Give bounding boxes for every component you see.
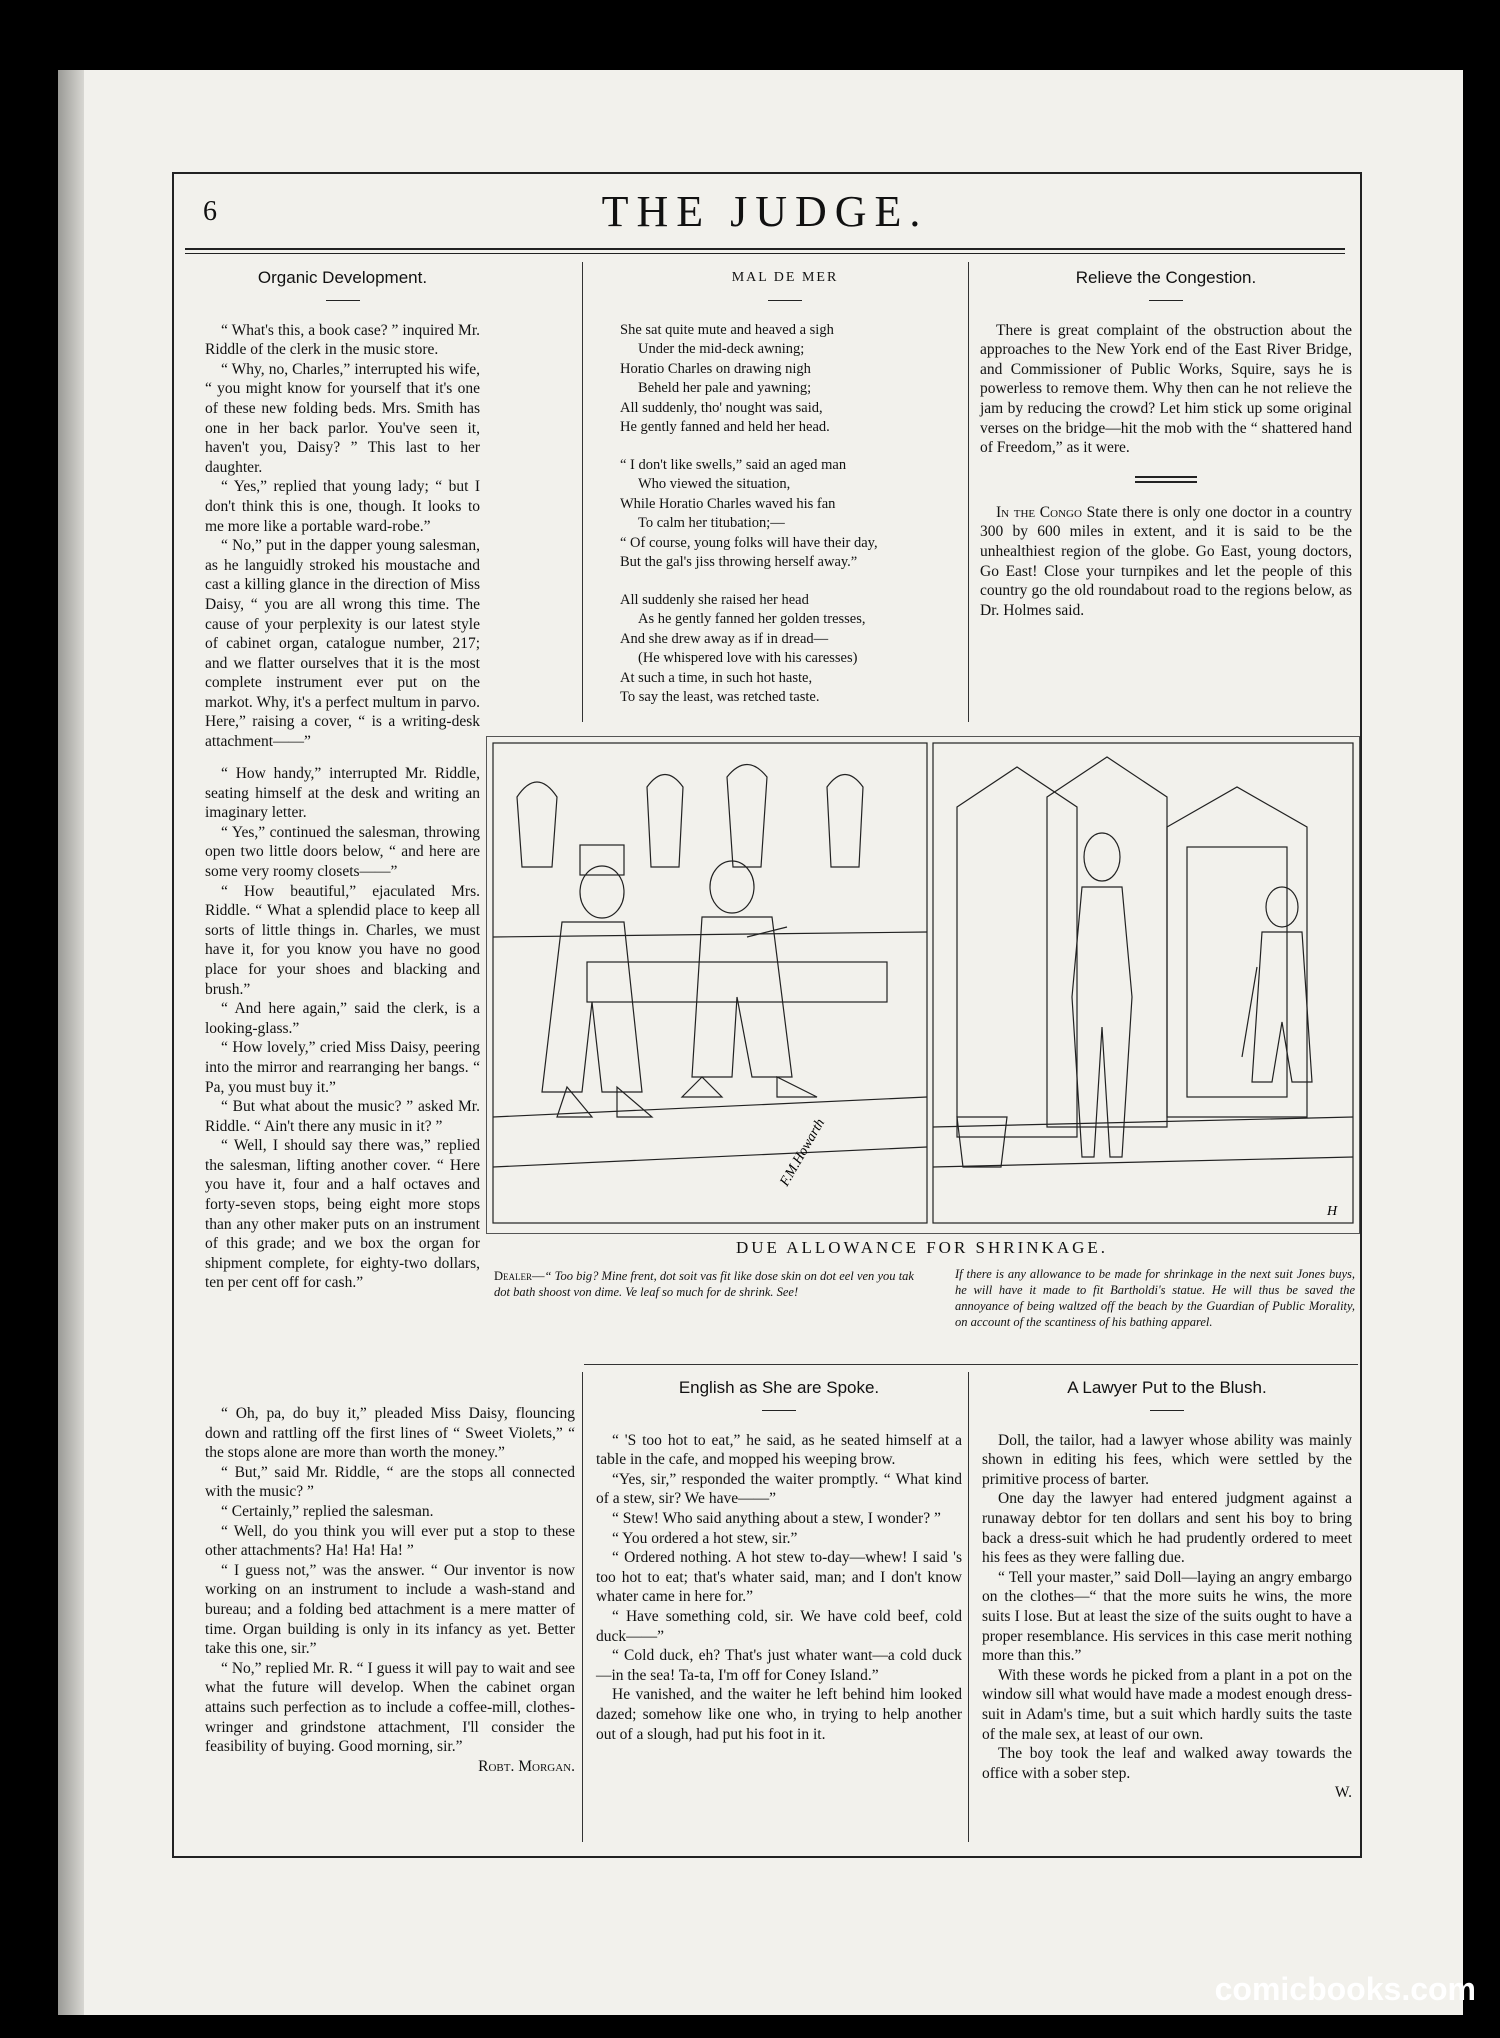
heading-dash	[768, 300, 802, 301]
poem-line: “ Of course, young folks will have their day,	[620, 534, 878, 551]
bather-body	[1072, 887, 1132, 1157]
paragraph: “ No,” replied Mr. R. “ I guess it will pay to wait and see what the future will develop. When the cabinet organ attains such perfection as to include a coffee-mill, clothes-wringer and grindstone attachment, I'll consider the feasibility of buying. Good morning, sir.”	[205, 1659, 575, 1756]
cartoon-title: DUE ALLOWANCE FOR SHRINKAGE.	[735, 1238, 1109, 1257]
heading-dash	[326, 300, 360, 301]
section-rule	[584, 1364, 1358, 1365]
poem-line: All suddenly, tho' nought was said,	[620, 399, 823, 416]
poem-line: All suddenly she raised her head	[620, 591, 809, 608]
paragraph: “ Well, do you think you will ever put a stop to these other attachments? Ha! Ha! Ha! ”	[205, 1522, 575, 1560]
paragraph: With these words he picked from a plant in a pot on the window sill what would have made a modest enough dress-suit in Adam's time, but a suit which hardly suits the taste of the male sex, at least of our own.	[982, 1666, 1352, 1743]
article-organic-development	[205, 262, 480, 752]
heading-dash	[1149, 300, 1183, 301]
cartoon-illustration	[487, 737, 1359, 1233]
paragraph: “ Have something cold, sir. We have cold beef, cold duck——”	[596, 1607, 962, 1645]
paragraph: “ Well, I should say there was,” replied the salesman, lifting another cover. “ Here you have it, four and a half octaves and forty-seven stops, being eight more stops than any other maker puts on an instrument of this grade; and we box the organ for shipment complete, for eighty-two dollars, ten per cent off for cash.”	[205, 1137, 480, 1292]
paragraph: “ Oh, pa, do buy it,” pleaded Miss Daisy, flouncing down and rattling off the first lines of “ Sweet Violets,” “ the stops alone are more than worth the money.”	[205, 1405, 575, 1462]
poem-heading: MAL DE MER	[731, 270, 839, 285]
dealer-head	[710, 861, 754, 913]
caption-speaker: Dealer—	[494, 1269, 545, 1283]
column-rule-1	[582, 262, 583, 722]
paragraph: “ No,” put in the dapper young salesman, as he languidly stroked his moustache and cast a killing glance in the direction of Miss Daisy, “ you are all wrong this time. The cause of your perplexity is our latest style of cabinet organ, catalogue number, 217; and we flatter ourselves that it is the most complete instrument ever put on the markot. Why, it's a perfect multum in parvo. Here,” raising a cover, “ is a writing-desk attachment——”	[205, 537, 480, 751]
paragraph: “ Cold duck, eh? That's just whater want—a cold duck—in the sea! Ta-ta, I'm off for Coney Island.”	[596, 1647, 962, 1684]
bathhouse-2	[1047, 757, 1167, 1127]
paragraph-body: State there is only one doctor in a country 300 by 600 miles in extent, and it is said to be the unhealthiest region of the globe. Go East, young doctors, Go East! Close your turnpikes and let the people of this country go the old roundabout road to the regions below, as Dr. Holmes said.	[980, 503, 1352, 619]
paragraph: “ You ordered a hot stew, sir.”	[612, 1529, 798, 1547]
paragraph: “ 'S too hot to eat,” he said, as he seated himself at a table in the cafe, and mopped his weeping brow.	[596, 1431, 962, 1469]
paragraph: “ How handy,” interrupted Mr. Riddle, seating himself at the desk and writing an imaginary letter.	[205, 765, 480, 822]
page-gutter-shadow	[58, 70, 84, 2015]
page-number: 6	[203, 196, 217, 227]
section-ornament	[1135, 476, 1197, 483]
article-lawyer-put-to-the-blush	[982, 1372, 1352, 1803]
poem-line: As he gently fanned her golden tresses,	[638, 611, 866, 628]
policeman-body	[1252, 932, 1312, 1082]
poem-line: At such a time, in such hot haste,	[620, 669, 813, 686]
poem-line: And she drew away as if in dread—	[620, 630, 829, 647]
artist-signature-right: H	[1327, 1204, 1338, 1219]
heading-dash	[1150, 1410, 1184, 1411]
heading-dash	[762, 1410, 796, 1411]
hanging-coat	[517, 782, 557, 867]
poem-line: (He whispered love with his caresses)	[638, 650, 858, 667]
dealer-body	[692, 917, 792, 1077]
cartoon-caption-right: If there is any allowance to be made for shrinkage in the next suit Jones buys, he will have it made to fit Bartholdi's statue. He will thus be saved the annoyance of being waltzed off the beach by the Guardian of Public Morality, on account of the scantiness of his bathing apparel.	[955, 1267, 1355, 1329]
article-heading: Relieve the Congestion.	[1075, 268, 1257, 287]
customer-head	[580, 866, 624, 918]
poem-line: But the gal's jiss throwing herself away.”	[620, 554, 858, 571]
stanza-gap	[620, 573, 950, 591]
bathhouse-3	[1167, 787, 1307, 1117]
paragraph: “ Yes,” replied that young lady; “ but I don't think this is one, though. It looks to me more like a portable ward-robe.”	[205, 478, 480, 535]
artist-signature-left: F.M.Howarth	[777, 1116, 829, 1189]
signature: W.	[1334, 1784, 1352, 1802]
paragraph: “ Tell your master,” said Doll—laying an angry embargo on the clothes—“ that the more suits he wins, the more suits I lose. But at least the size of the suits ought to have a proper resemblance. His services in this case merit nothing more than this.”	[982, 1568, 1352, 1665]
signature: Robt. Morgan.	[478, 1757, 575, 1775]
masthead-rule	[185, 248, 1345, 254]
poem-line: “ I don't like swells,” said an aged man	[620, 456, 847, 473]
bathhouse-1	[957, 767, 1077, 1137]
poem-line: To calm her titubation;—	[638, 515, 785, 532]
masthead	[185, 178, 1345, 248]
paragraph: “ How lovely,” cried Miss Daisy, peering into the mirror and rearranging her bangs. “ Pa, you must buy it.”	[205, 1039, 480, 1096]
customer-body	[542, 922, 642, 1092]
paragraph: “ But,” said Mr. Riddle, “ are the stops all connected with the music? ”	[205, 1463, 575, 1501]
paragraph: There is great complaint of the obstruction about the approaches to the New York end of the East River Bridge, and Commissioner of Public Works, Squire, says he is powerless to remove them. Why then can he not relieve the jam by reducing the crowd? Let him stick up some original verses on the bridge—hit the mob with the “ shattered hand of Freedom,” as it were.	[980, 321, 1352, 457]
column-rule-4	[968, 1372, 969, 1842]
cartoon-caption-left	[494, 1268, 914, 1300]
bucket	[957, 1117, 1007, 1167]
watermark: comicbooks.com	[1214, 1971, 1476, 2007]
poem-line: Who viewed the situation,	[638, 476, 791, 493]
bather-head	[1084, 833, 1120, 881]
paragraph: “ Ordered nothing. A hot stew to-day—whew! I said 's too hot to eat; that's whater said, man; and I don't know whater came in here for.”	[596, 1549, 962, 1606]
paragraph: “ I guess not,” was the answer. “ Our inventor is now working on an instrument to include a wash-stand and bureau; and a folding bed attachment is a mere matter of time. Organ building is only in its infancy as yet. Better take this one, sir.”	[205, 1561, 575, 1658]
poem-line: Horatio Charles on drawing nigh	[620, 360, 811, 377]
paragraph: One day the lawyer had entered judgment against a runaway debtor for ten dollars and sent his boy to bring back a dress-suit which he had prudently ordered to meet his fees as they were falling due.	[982, 1490, 1352, 1567]
paragraph: He vanished, and the waiter he left behind him looked dazed; somehow like one who, in trying to help another out of a slough, had put his foot in it.	[596, 1686, 962, 1743]
article-relieve-congestion	[980, 262, 1352, 620]
page-title: THE JUDGE.	[601, 187, 929, 236]
policeman-head	[1266, 887, 1298, 927]
article-organic-development-cont	[205, 764, 480, 1293]
poem-line: She sat quite mute and heaved a sigh	[620, 321, 834, 338]
poem-line: While Horatio Charles waved his fan	[620, 495, 836, 512]
poem-line: He gently fanned and held her head.	[620, 419, 830, 436]
paragraph: Doll, the tailor, had a lawyer whose ability was mainly shown in editing his fees, which were settled by the primitive process of barter.	[982, 1431, 1352, 1488]
poem-mal-de-mer	[620, 262, 950, 708]
article-heading: English as She are Spoke.	[678, 1378, 880, 1397]
paragraph: “ And here again,” said the clerk, is a looking-glass.”	[205, 1000, 480, 1037]
paragraph	[980, 503, 1352, 621]
paragraph: “ Stew! Who said anything about a stew, I wonder? ”	[612, 1509, 941, 1527]
paragraph: “ How beautiful,” ejaculated Mrs. Riddle. “ What a splendid place to keep all sorts of little things in. Charles, we must have it, for you know you have no good place for your shoes and blacking and brush.”	[205, 882, 480, 998]
paragraph: “ Why, no, Charles,” interrupted his wife, “ you might know for yourself that it's one of these new folding beds. Mrs. Smith has one in her back parlor. You've seen it, haven't you, Daisy? ” This last to her daughter.	[205, 360, 480, 476]
article-english-as-she-are-spoke	[596, 1372, 962, 1744]
poem-line: Under the mid-deck awning;	[638, 341, 805, 358]
lead-words: In the Congo	[996, 503, 1082, 521]
paragraph: “Yes, sir,” responded the waiter promptly. “ What kind of a stew, sir? We have——”	[596, 1470, 962, 1508]
top-hat	[580, 845, 624, 875]
caption-text: “ Too big? Mine frent, dot soit vas fit like dose skin on dot eel ven you tak dot bath shoost von dime. Ve leaf so much for de shrink. See!	[494, 1269, 914, 1299]
paragraph: “ What's this, a book case? ” inquired Mr. Riddle of the clerk in the music store.	[205, 321, 480, 359]
paragraph: The boy took the leaf and walked away towards the office with a sober step.	[982, 1745, 1352, 1782]
column-rule-3	[582, 1372, 583, 1842]
poem-line: Beheld her pale and yawning;	[638, 380, 812, 397]
article-heading: A Lawyer Put to the Blush.	[1067, 1378, 1267, 1397]
article-heading: Organic Development.	[257, 268, 428, 287]
poem-line: To say the least, was retched taste.	[620, 689, 820, 706]
paragraph: “ Certainly,” replied the salesman.	[221, 1502, 434, 1520]
paragraph: “ Yes,” continued the salesman, throwing open two little doors below, “ and here are some very roomy closets——”	[205, 823, 480, 880]
right-panel-border	[933, 743, 1353, 1223]
article-organic-development-end	[205, 1404, 575, 1776]
cartoon-image	[486, 736, 1360, 1234]
paragraph: “ But what about the music? ” asked Mr. Riddle. “ Ain't there any music in it? ”	[205, 1098, 480, 1135]
column-rule-2	[968, 262, 969, 722]
stanza-gap	[620, 438, 950, 456]
